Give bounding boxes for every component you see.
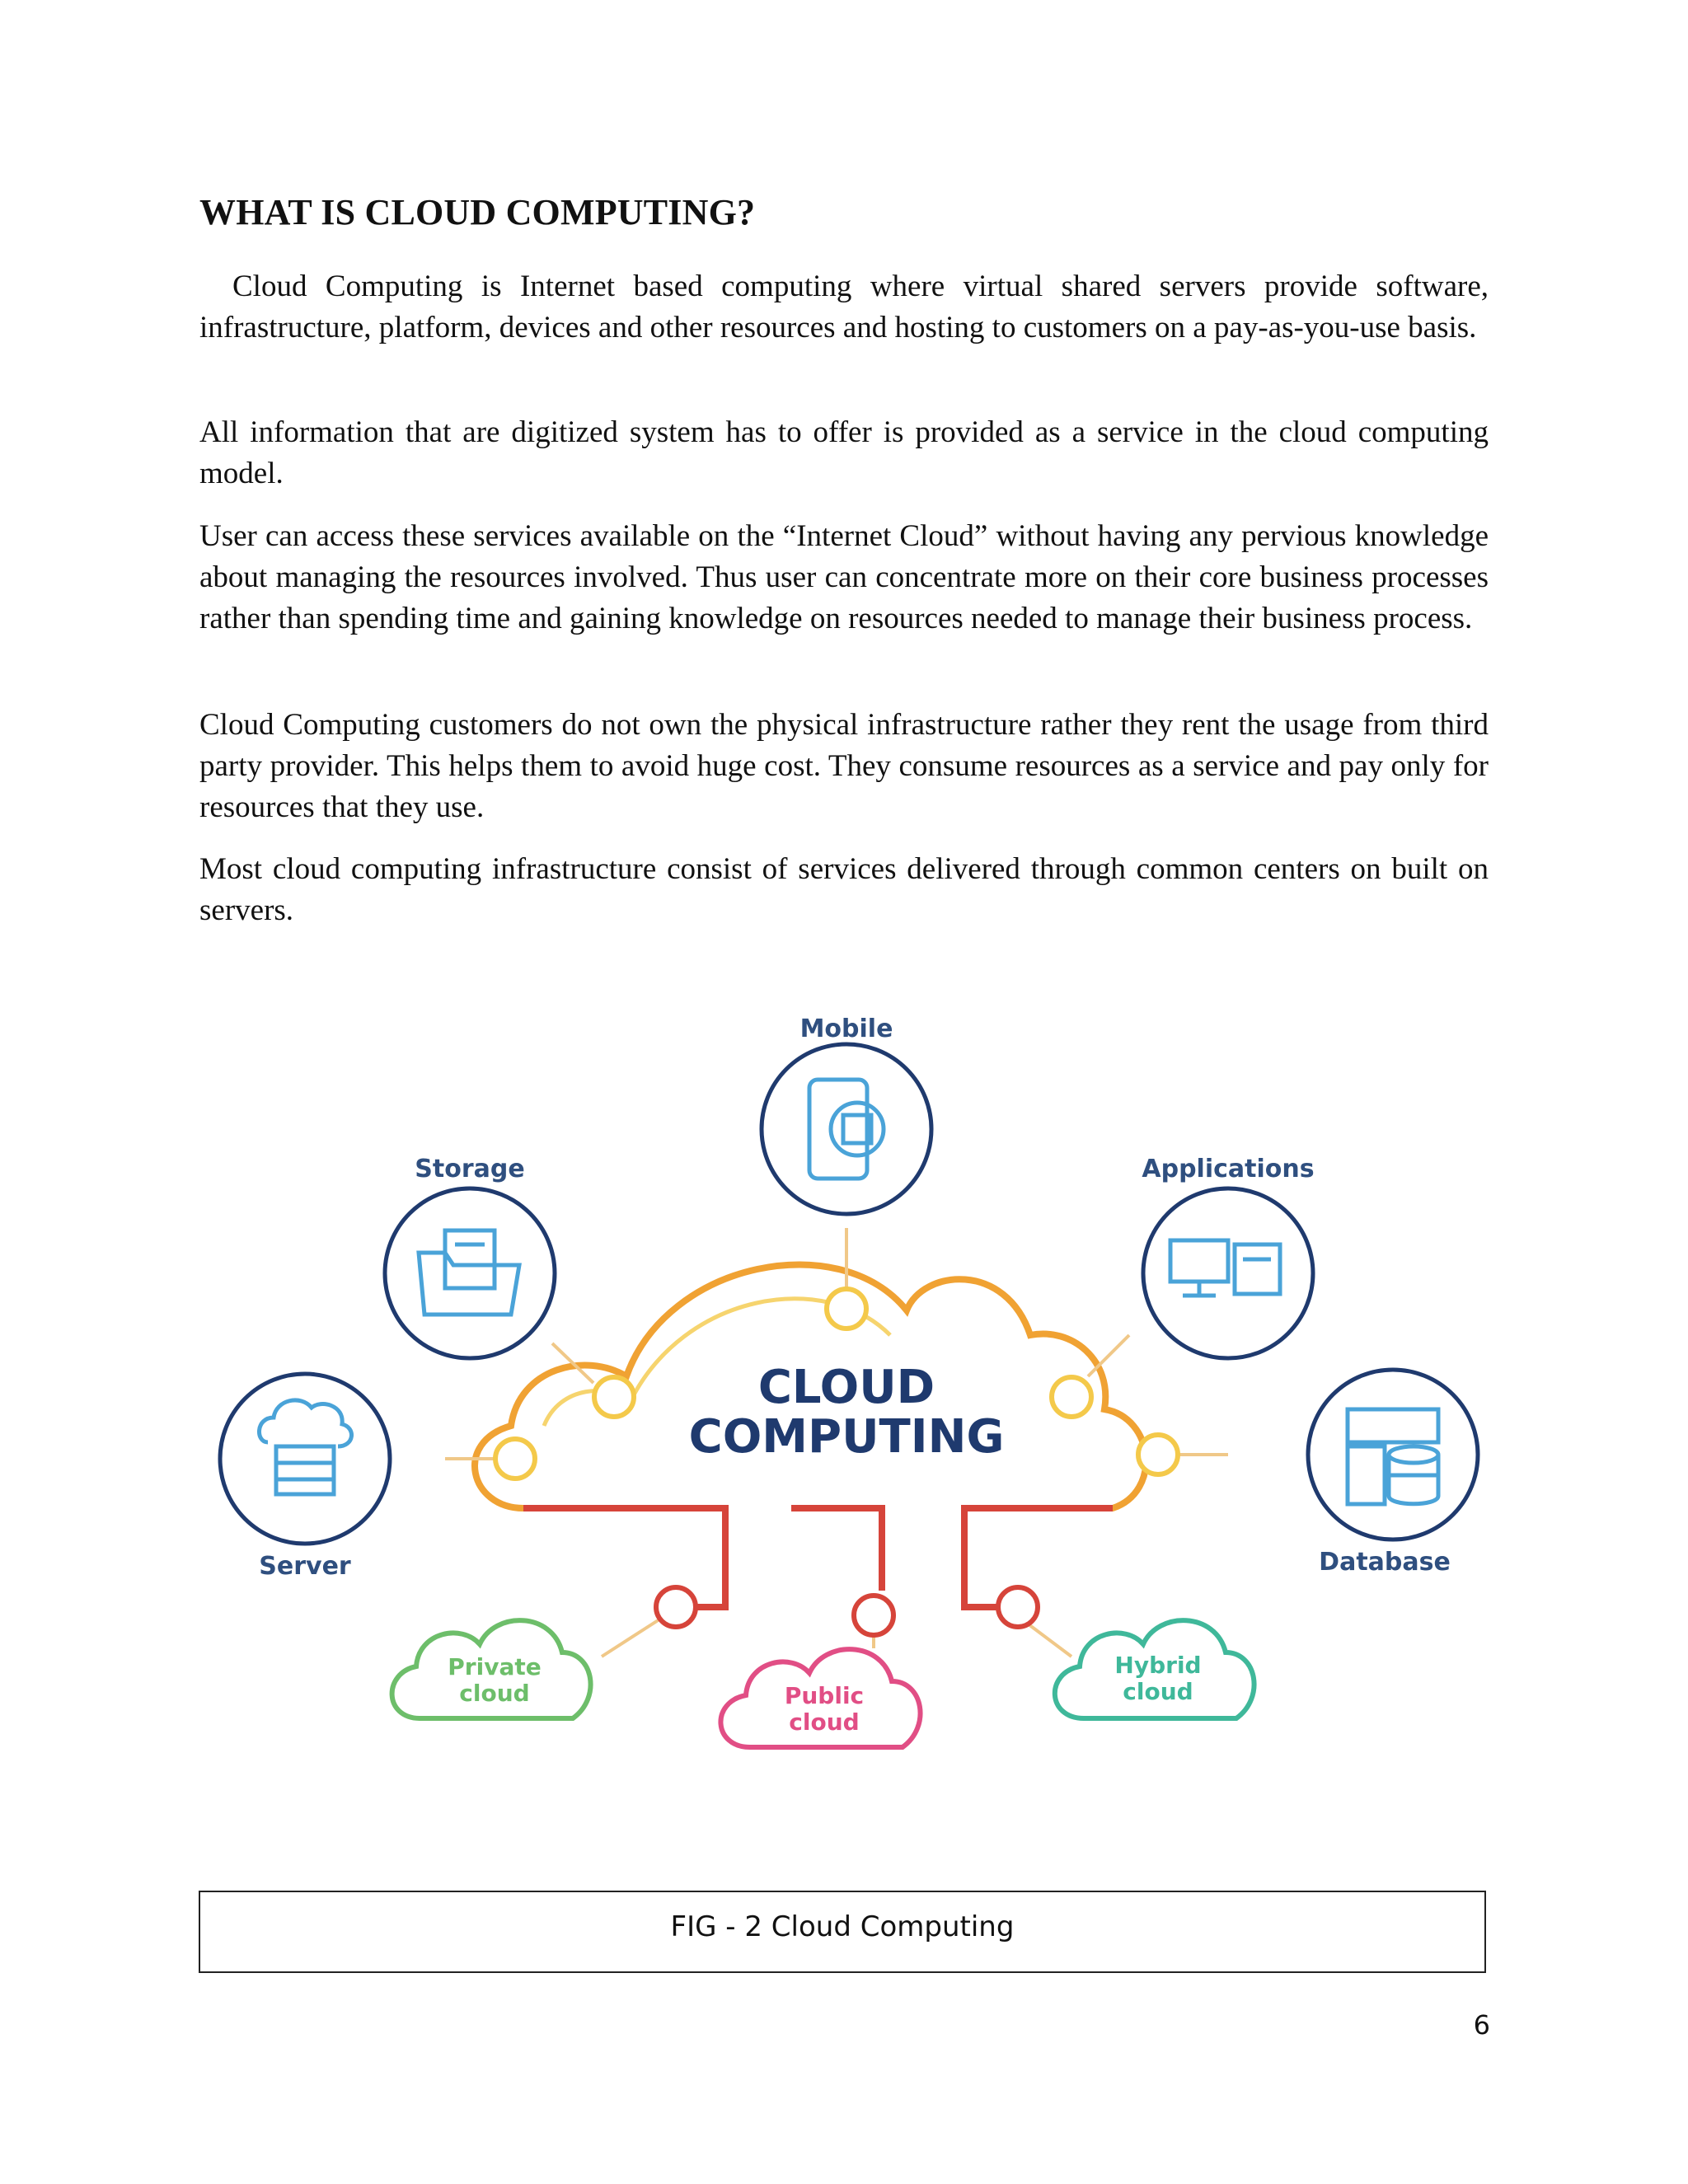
database-label: Database (1319, 1548, 1451, 1577)
circuit-right (964, 1508, 1113, 1607)
storage-label: Storage (415, 1155, 525, 1183)
page-number: 6 (1473, 2009, 1490, 2041)
applications-label: Applications (1142, 1155, 1315, 1183)
paragraph-service-model: All information that are digitized system has to offer is provided as a service in the cloud computing model. (199, 415, 1489, 490)
server-node (220, 1374, 390, 1544)
private-cloud-label-line2: cloud (459, 1680, 530, 1707)
cloud-computing-diagram (198, 997, 1484, 1764)
center-title-line1: CLOUD (757, 1361, 935, 1414)
mobile-node (762, 1044, 931, 1214)
mobile-label: Mobile (799, 1015, 893, 1043)
storage-node (385, 1188, 555, 1358)
circuit-center (791, 1508, 882, 1591)
connector-dots-red (656, 1587, 1038, 1635)
paragraph-definition: Cloud Computing is Internet based computing where virtual shared servers provide software, infrastructure, platform, devices and other resources and hosting to customers on a pay-as-you-use basis. (199, 269, 1489, 344)
paragraph-user-access: User can access these services available on the “Internet Cloud” without having any pervious knowledge about managing the resources involved. Thus user can concentrate more on their core business processes rather than spending time and gaining knowledge on resources needed to manage their business process. (199, 519, 1489, 635)
public-cloud-label-line2: cloud (789, 1708, 860, 1736)
hybrid-cloud-label-line2: cloud (1123, 1678, 1193, 1705)
hybrid-cloud-label-line1: Hybrid (1114, 1652, 1202, 1679)
paragraph-customers: Cloud Computing customers do not own the physical infrastructure rather they rent the usage from third party provider. This helps them to avoid huge cost. They consume resources as a service and pay only for resources that they use. (199, 708, 1489, 824)
figure-caption-box (199, 1891, 1486, 1973)
public-cloud-label-line1: Public (784, 1682, 865, 1709)
private-cloud-label-line1: Private (448, 1653, 542, 1680)
figure-caption: FIG - 2 Cloud Computing (670, 1910, 1015, 1943)
page-title: WHAT IS CLOUD COMPUTING? (199, 192, 756, 232)
center-title-line2: COMPUTING (688, 1410, 1005, 1464)
paragraph-infrastructure: Most cloud computing infrastructure consist of services delivered through common centers on built on servers. (199, 852, 1489, 927)
server-label: Server (259, 1552, 351, 1581)
circuit-left (523, 1508, 725, 1607)
database-node (1308, 1370, 1478, 1540)
